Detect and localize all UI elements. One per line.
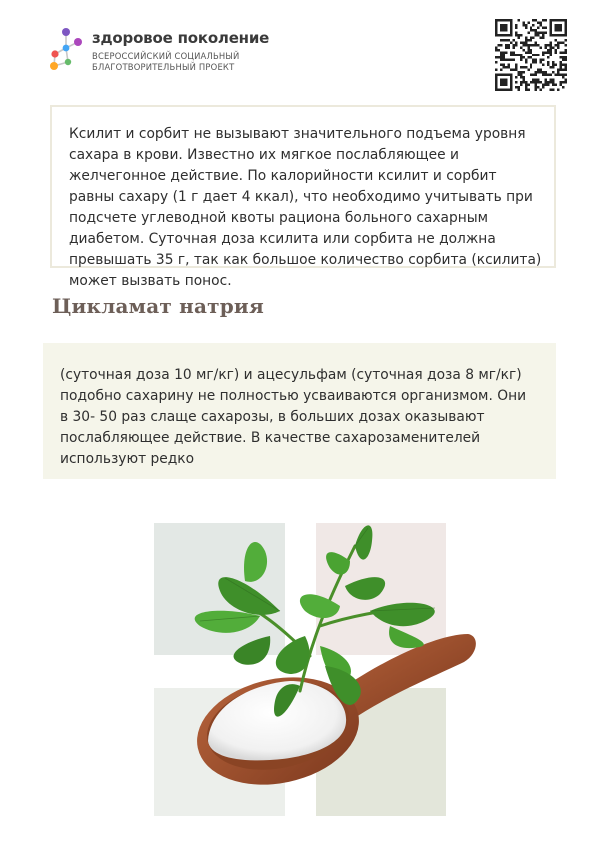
stevia-plant-image bbox=[150, 516, 480, 818]
molecule-logo-icon bbox=[46, 26, 86, 72]
xylitol-sorbitol-text: Ксилит и сорбит не вызывают значительного подъема уровня сахара в крови. Известно их мягкое послабляющее и желчегонное действие. По калорийности ксилит и сорбит равны сахару (1 г дает 4 ккал), что необходимо учитывать при подсчете углеводной квоты рациона больного сахарным диабетом. Суточная доза ксилита или сорбита не должна превышать 35 г, так как большое количество сорбита (ксилита) может вызвать понос. bbox=[69, 126, 542, 289]
stevia-illustration bbox=[150, 516, 480, 818]
section-title: Цикламат натрия bbox=[52, 294, 264, 318]
brand-tagline-line1: ВСЕРОССИЙСКИЙ СОЦИАЛЬНЫЙ bbox=[92, 51, 240, 61]
qr-code-icon[interactable] bbox=[495, 19, 567, 91]
brand-name: здоровое поколение bbox=[92, 29, 270, 47]
page-header bbox=[0, 0, 600, 100]
cyclamate-text: (суточная доза 10 мг/кг) и ацесульфам (суточная доза 8 мг/кг) подобно сахарину не полностью усваиваются организмом. Они в 30- 50 раз слаще сахарозы, в больших дозах оказывают послабляющее действие. В качестве сахарозаменителей используют редко bbox=[60, 367, 527, 467]
brand-tagline-line2: БЛАГОТВОРИТЕЛЬНЫЙ ПРОЕКТ bbox=[92, 62, 235, 72]
brand-tagline bbox=[92, 51, 239, 73]
cyclamate-box bbox=[43, 343, 556, 479]
xylitol-sorbitol-box bbox=[50, 105, 556, 289]
